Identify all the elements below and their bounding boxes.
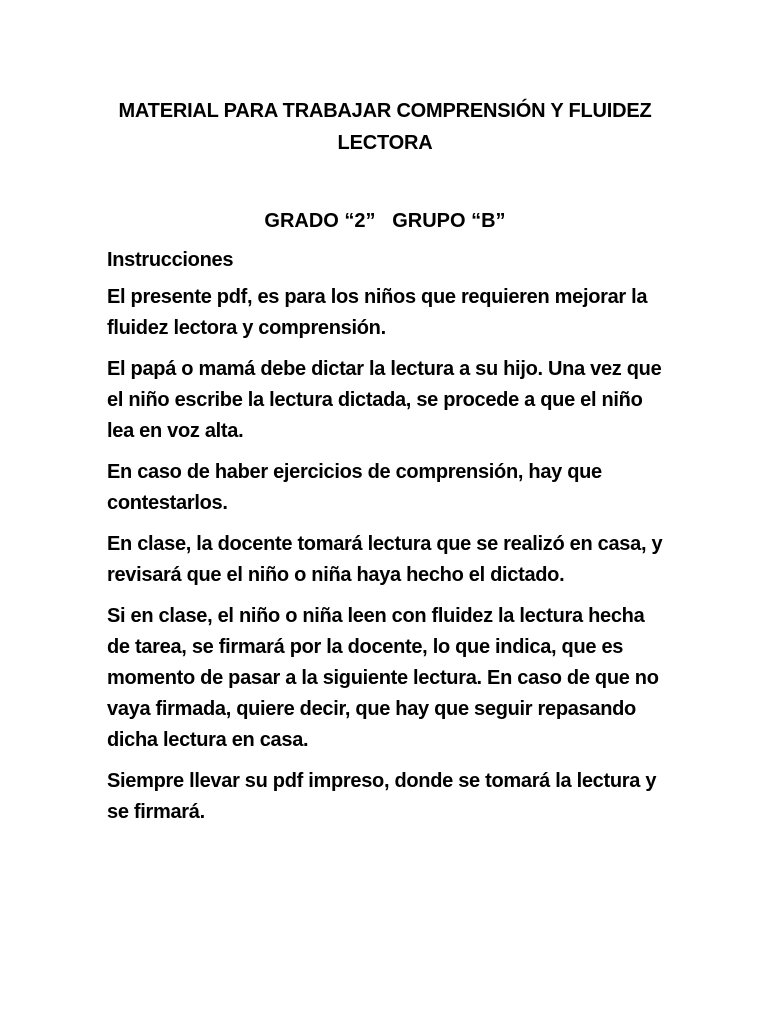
document-body — [107, 245, 667, 838]
document-title: MATERIAL PARA TRABAJAR COMPRENSIÓN Y FLUIDEZ LECTORA — [118, 100, 652, 154]
paragraph-printed-pdf: Siempre llevar su pdf impreso, donde se tomará la lectura y se firmará. — [107, 770, 657, 823]
paragraph-comprehension: En caso de haber ejercicios de comprensión, hay que contestarlos. — [107, 461, 602, 514]
instructions-heading: Instrucciones — [107, 249, 234, 271]
paragraph-signature: Si en clase, el niño o niña leen con fluidez la lectura hecha de tarea, se firmará por la docente, lo que indica, que es momento de pasar a la siguiente lectura. En caso de que no vaya firmada, quiere decir, que hay que seguir repasando dicha lectura en casa. — [107, 605, 659, 751]
grade-group-subtitle: GRADO “2” GRUPO “B” — [264, 210, 506, 232]
paragraph-dictation: El papá o mamá debe dictar la lectura a su hijo. Una vez que el niño escribe la lectura dictada, se procede a que el niño lea en voz alta. — [107, 358, 662, 442]
paragraph-purpose: El presente pdf, es para los niños que requieren mejorar la fluidez lectora y comprensión. — [107, 286, 648, 339]
paragraph-class-review: En clase, la docente tomará lectura que se realizó en casa, y revisará que el niño o niña haya hecho el dictado. — [107, 533, 663, 586]
